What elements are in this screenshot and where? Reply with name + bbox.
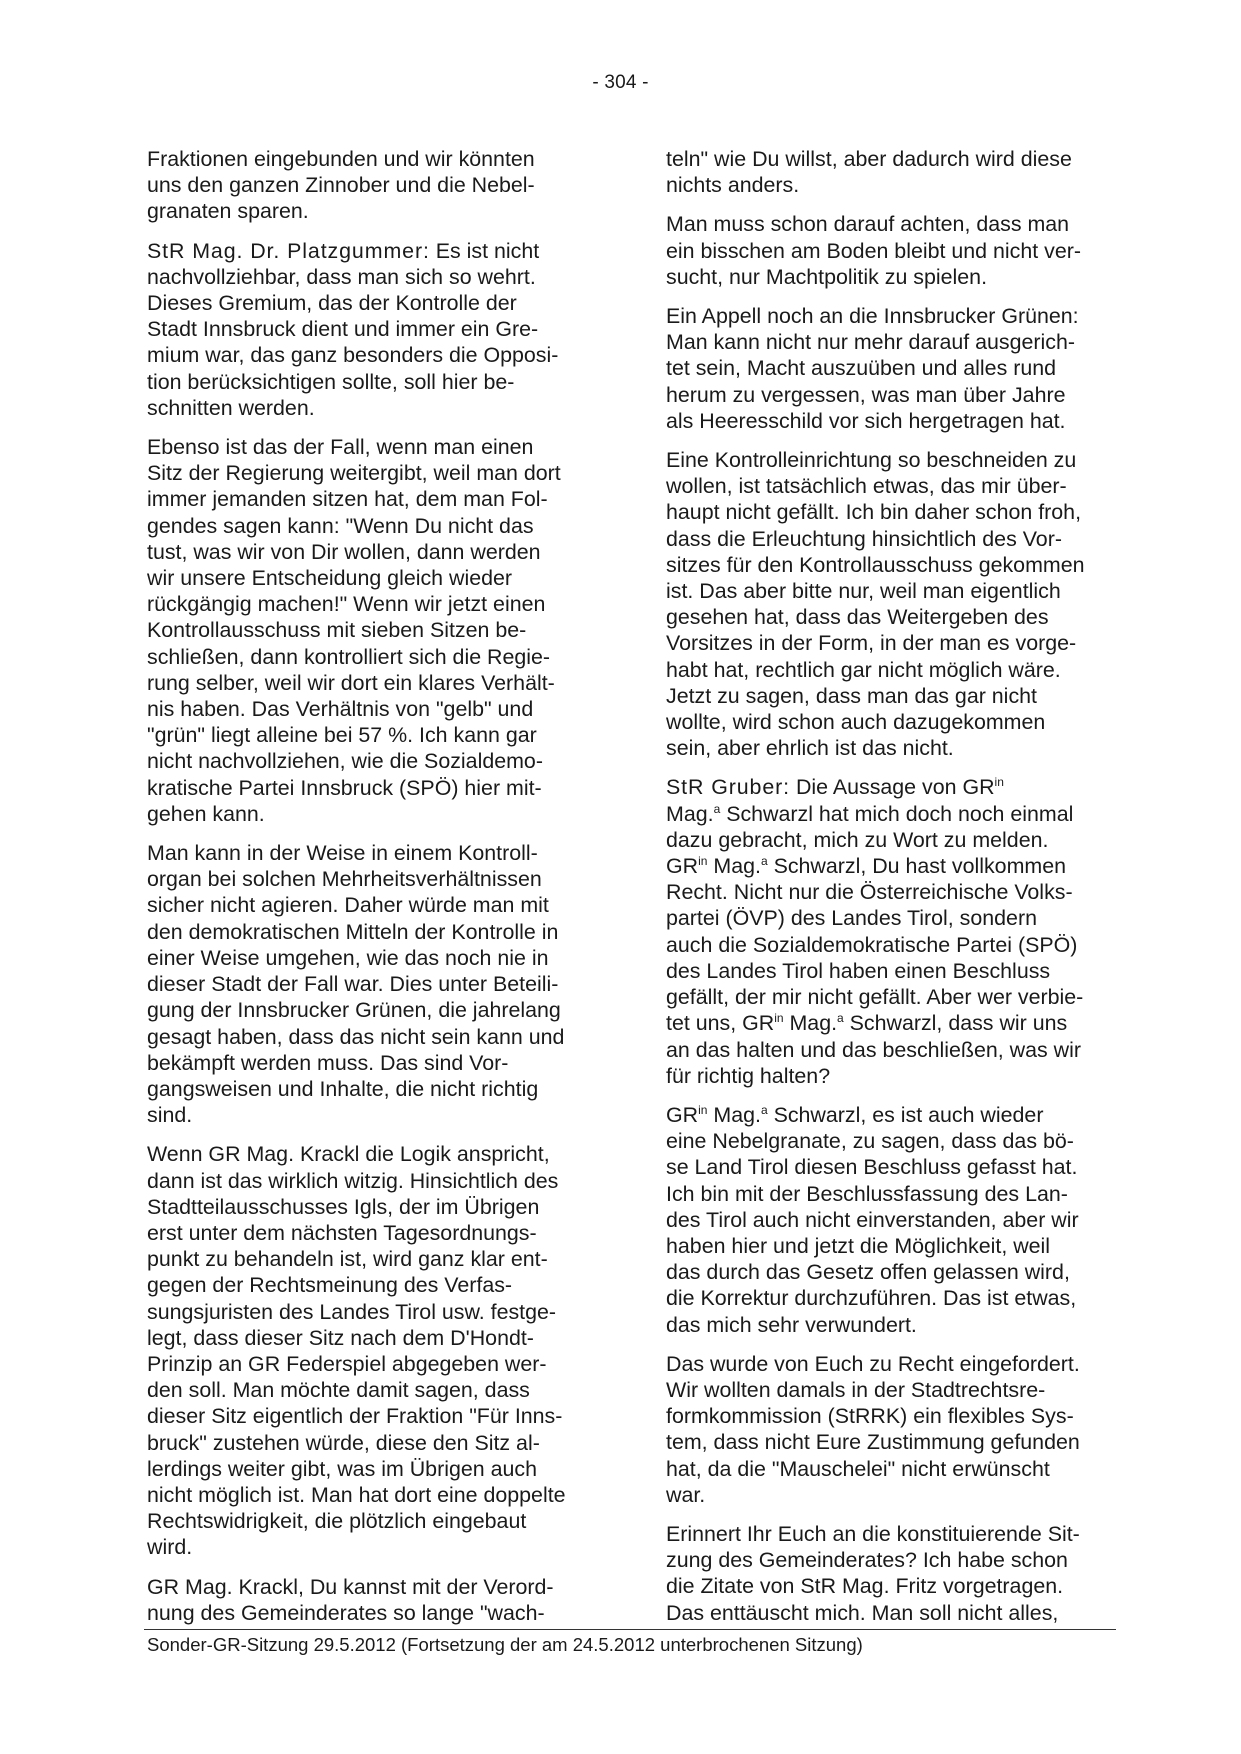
superscript: a	[760, 1102, 768, 1117]
page-number: - 304 -	[592, 72, 649, 93]
paragraph: Man kann in der Weise in einem Kontroll- organ bei solchen Mehrheitsverhältnissen sicher nicht agieren. Daher würde man mit den demokratischen Mitteln der Kontrolle in einer Weise umgehen, wie das noch nie in dieser Stadt der Fall war. Dies unter Beteili- gung der Innsbrucker Grünen, die jahrelang gesagt haben, dass das nicht sein kann und bekämpft werden muss. Das sind Vor- gangsweisen und Inhalte, die nicht richtig sind.	[147, 841, 565, 1128]
text-run: Schwarzl hat mich doch noch einmal dazu gebracht, mich zu Wort zu melden. GR	[666, 801, 1074, 879]
superscript: in	[994, 775, 1004, 790]
superscript: in	[698, 854, 708, 869]
paragraph: teln" wie Du willst, aber dadurch wird diese nichts anders.	[666, 147, 1072, 198]
text-run: Mag.	[707, 854, 761, 879]
superscript: in	[774, 1011, 784, 1026]
superscript: a	[837, 1011, 844, 1026]
text-run: Schwarzl, Du hast vollkommen Recht. Nicht nur die Österreichische Volks- partei (ÖVP) des Landes Tirol, sondern auch die Sozialdemokratische Partei (SPÖ) des Landes Tirol haben einen Beschluss gefällt, der mir nicht gefällt. Aber wer verbie- tet uns, GR	[666, 854, 1084, 1036]
superscript: in	[698, 1102, 708, 1117]
paragraph: Ebenso ist das der Fall, wenn man einen Sitz der Regierung weitergibt, weil man dort immer jemanden sitzen hat, dem man Fol- gendes sagen kann: "Wenn Du nicht das tust, was wir von Dir wollen, dann werden wir unsere Entscheidung gleich wieder rückgängig machen!" Wenn wir jetzt einen Kontrollausschuss mit sieben Sitzen be- schließen, dann kontrolliert sich die Regie- rung selber, weil wir dort ein klares Verhält- nis haben. Das Verhältnis von "gelb" und "grün" liegt alleine bei 57 %. Ich kann gar nicht nachvollziehen, wie die Sozialdemo- kratische Partei Innsbruck (SPÖ) hier mit- gehen kann.	[147, 435, 561, 826]
paragraph: Fraktionen eingebunden und wir könnten uns den ganzen Zinnober und die Nebel- granaten sparen.	[147, 147, 535, 224]
text-run: Schwarzl, dass wir uns an das halten und das beschließen, was wir für richtig halten?	[666, 1011, 1081, 1088]
paragraph	[666, 1102, 1114, 1338]
text-run: Mag.	[666, 801, 714, 826]
text-run: Schwarzl, es ist auch wieder eine Nebelgranate, zu sagen, dass das bö- se Land Tirol diesen Beschluss gefasst hat. Ich bin mit der Beschlussfassung des Lan- des Tirol auch nicht einverstanden, aber wir haben hier und jetzt die Möglichkeit, weil das durch das Gesetz offen gelassen wird, die Korrektur durchzuführen. Das ist etwas, das mich sehr verwundert.	[666, 1102, 1079, 1337]
paragraph: Erinnert Ihr Euch an die konstituierende Sit- zung des Gemeinderates? Ich habe schon die Zitate von StR Mag. Fritz vorgetragen. Das enttäuscht mich. Man soll nicht alles,	[666, 1521, 1080, 1625]
speaker-name: StR Mag. Dr. Platzgummer:	[147, 238, 430, 263]
text-run: Die Aussage von GR	[790, 775, 995, 800]
right-column	[666, 146, 1114, 1639]
speaker-name: StR Gruber:	[666, 775, 791, 800]
paragraph	[666, 774, 1114, 1088]
left-column	[147, 146, 595, 1639]
superscript: a	[713, 801, 721, 816]
paragraph: Das wurde von Euch zu Recht eingefordert. Wir wollten damals in der Stadtrechtsre- formkommission (StRRK) ein flexibles Sys- tem, dass nicht Eure Zustimmung gefunden hat, da die "Mauschelei" nicht erwünscht war.	[666, 1351, 1080, 1507]
footer-divider	[144, 1629, 1116, 1630]
superscript: a	[760, 854, 768, 869]
paragraph: Wenn GR Mag. Krackl die Logik anspricht, dann ist das wirklich witzig. Hinsichtlich des Stadtteilausschusses Igls, der im Übrigen erst unter dem nächsten Tagesordnungs- punkt zu behandeln ist, wird ganz klar ent- gegen der Rechtsmeinung des Verfas- sungsjuristen des Landes Tirol usw. festge- legt, dass dieser Sitz nach dem D'Hondt- Prinzip an GR Federspiel abgegeben wer- den soll. Man möchte damit sagen, dass dieser Sitz eigentlich der Fraktion "Für Inns- bruck" zustehen würde, diese den Sitz al- lerdings weiter gibt, was im Übrigen auch nicht möglich ist. Man hat dort eine doppelte Rechtswidrigkeit, die plötzlich eingebaut wird.	[147, 1142, 566, 1560]
paragraph: Ein Appell noch an die Innsbrucker Grünen: Man kann nicht nur mehr darauf ausgerich- tet sein, Macht auszuüben und alles rund herum zu vergessen, was man über Jahre als Heeresschild vor sich hergetragen hat.	[666, 304, 1079, 433]
paragraph: GR Mag. Krackl, Du kannst mit der Verord- nung des Gemeinderates so lange "wach-	[147, 1574, 554, 1625]
paragraph-text: Es ist nicht nachvollziehbar, dass man sich so wehrt. Dieses Gremium, das der Kontrolle der Stadt Innsbruck dient und immer ein Gre- mium war, das ganz besonders die Opposi- tion berücksichtigen sollte, soll hier be- schnitten werden.	[147, 238, 559, 420]
paragraph	[147, 238, 595, 421]
paragraph: Eine Kontrolleinrichtung so beschneiden zu wollen, ist tatsächlich etwas, das mir über- haupt nicht gefällt. Ich bin daher schon froh, dass die Erleuchtung hinsichtlich des Vor- sitzes für den Kontrollausschuss gekommen ist. Das aber bitte nur, weil man eigentlich gesehen hat, dass das Weitergeben des Vorsitzes in der Form, in der man es vorge- habt hat, rechtlich gar nicht möglich wäre. Jetzt zu sagen, dass man das gar nicht wollte, wird schon auch dazugekommen sein, aber ehrlich ist das nicht.	[666, 448, 1085, 761]
footer-text: Sonder-GR-Sitzung 29.5.2012 (Fortsetzung der am 24.5.2012 unterbrochenen Sitzung)	[147, 1634, 863, 1655]
text-run: Mag.	[707, 1102, 761, 1127]
text-run: GR	[666, 1102, 699, 1127]
paragraph: Man muss schon darauf achten, dass man ein bisschen am Boden bleibt und nicht ver- sucht, nur Machtpolitik zu spielen.	[666, 212, 1081, 289]
text-run: Mag.	[783, 1011, 838, 1036]
